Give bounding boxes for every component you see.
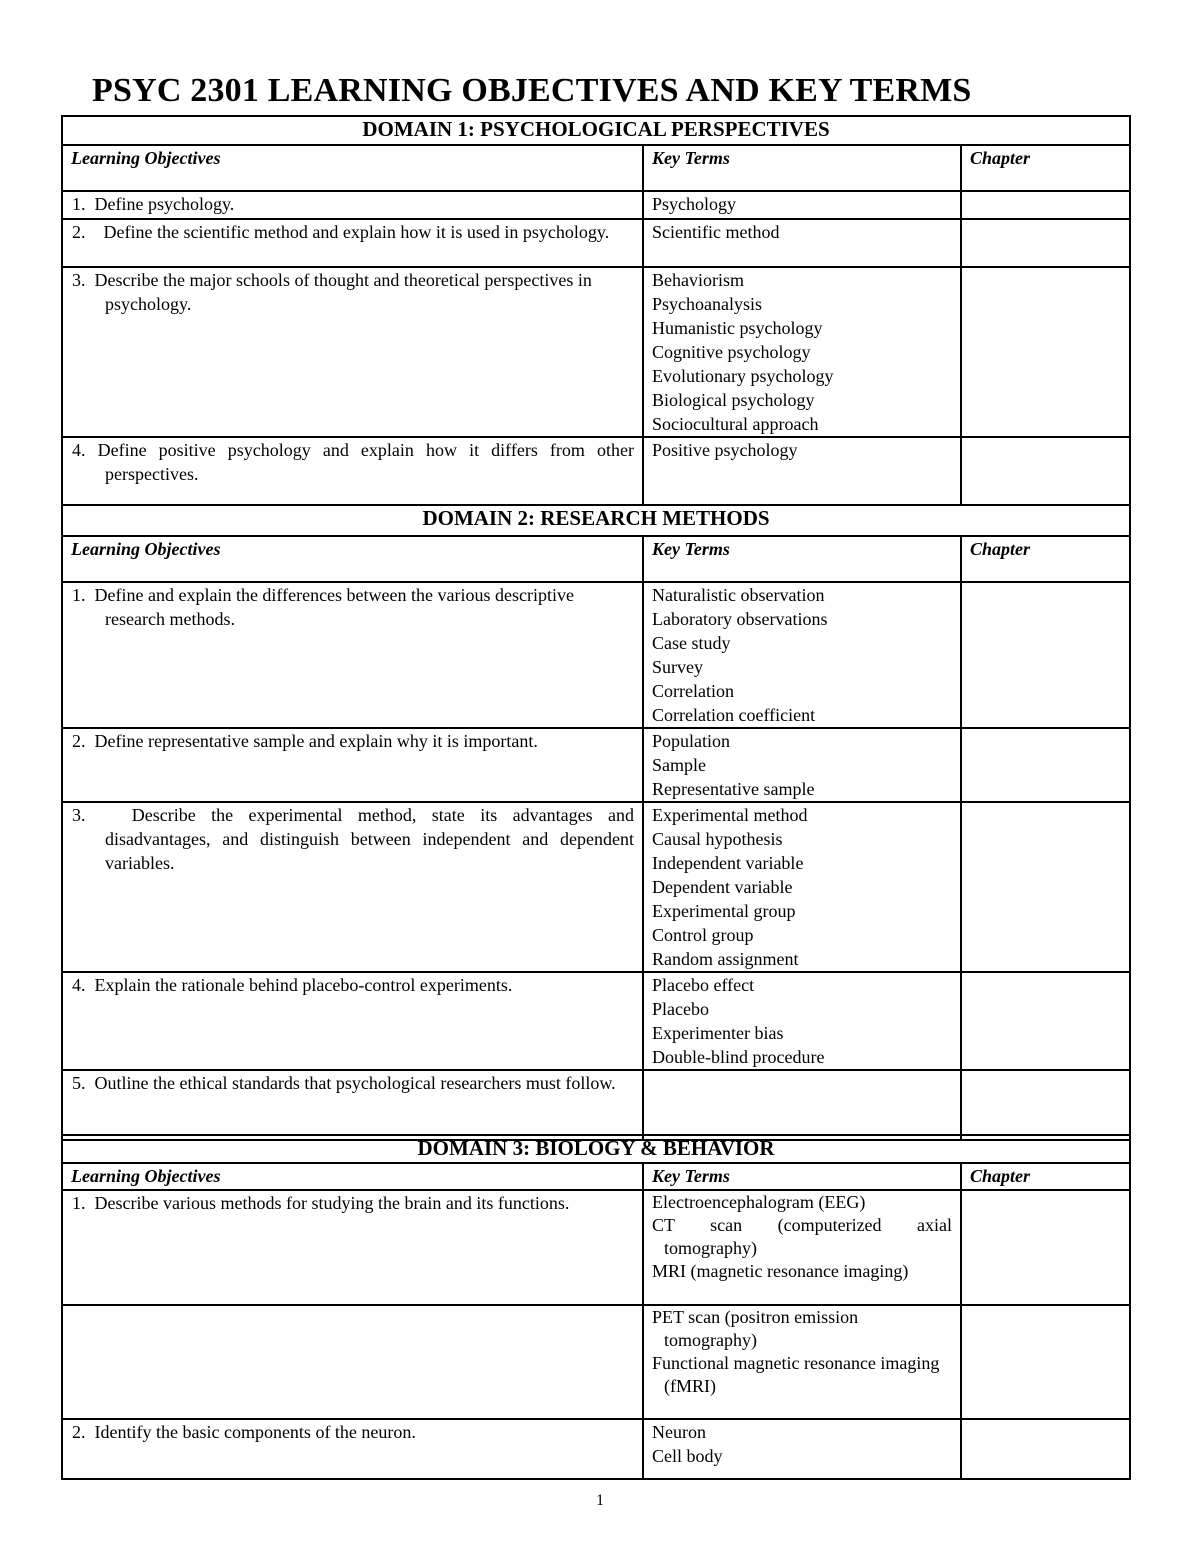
key-term: Population [652, 731, 731, 751]
key-term: Correlation coefficient [652, 705, 816, 725]
key-terms [643, 802, 961, 972]
key-term: Cognitive psychology [652, 342, 811, 362]
chapter-cell [961, 1419, 1130, 1479]
table-row [62, 219, 1130, 267]
column-header-chapter: Chapter [961, 1163, 1130, 1190]
key-term: Representative sample [652, 779, 815, 799]
table-row [62, 1419, 1130, 1479]
key-term: Cell body [652, 1446, 723, 1466]
learning-objective [62, 1305, 643, 1419]
key-term: Laboratory observations [652, 609, 828, 629]
chapter-cell [961, 728, 1130, 802]
key-term: Functional magnetic resonance imaging (fMRI) [652, 1353, 940, 1396]
chapter-cell [961, 582, 1130, 728]
domain-2-table [61, 504, 1131, 1141]
key-term: Electroencephalogram (EEG) [652, 1192, 866, 1212]
chapter-cell [961, 437, 1130, 505]
column-header-chapter: Chapter [961, 536, 1130, 582]
key-terms [643, 1419, 961, 1479]
chapter-cell [961, 1190, 1130, 1305]
chapter-cell [961, 1070, 1130, 1140]
column-header-key-terms: Key Terms [643, 536, 961, 582]
table-row [62, 267, 1130, 437]
key-terms [643, 972, 961, 1070]
table-row [62, 1070, 1130, 1140]
key-term: Double-blind procedure [652, 1047, 825, 1067]
key-term: CT scan (computerized axial tomography) [652, 1215, 952, 1258]
key-term: Positive psychology [652, 440, 798, 460]
learning-objective: 4. Define positive psychology and explain how it differs from other perspectives. [62, 437, 643, 505]
key-terms [643, 267, 961, 437]
chapter-cell [961, 219, 1130, 267]
key-term: Random assignment [652, 949, 799, 969]
key-term: Biological psychology [652, 390, 815, 410]
key-term: PET scan (positron emission tomography) [652, 1307, 859, 1350]
table-row [62, 802, 1130, 972]
key-terms [643, 728, 961, 802]
column-header-key-terms: Key Terms [643, 1163, 961, 1190]
key-term: Humanistic psychology [652, 318, 823, 338]
column-header-key-terms: Key Terms [643, 145, 961, 191]
learning-objective: 4. Explain the rationale behind placebo-control experiments. [62, 972, 643, 1070]
domain-3-table [61, 1134, 1131, 1480]
key-term: Control group [652, 925, 754, 945]
key-term: Psychology [652, 194, 737, 214]
learning-objective: 2. Define representative sample and explain why it is important. [62, 728, 643, 802]
key-term: Experimental method [652, 805, 808, 825]
chapter-cell [961, 802, 1130, 972]
key-terms [643, 1305, 961, 1419]
table-row [62, 1305, 1130, 1419]
table-row [62, 582, 1130, 728]
learning-objective: 2. Identify the basic components of the neuron. [62, 1419, 643, 1479]
column-header-objectives: Learning Objectives [62, 1163, 643, 1190]
table-row [62, 728, 1130, 802]
key-term: Sociocultural approach [652, 414, 819, 434]
key-terms [643, 582, 961, 728]
table-row [62, 437, 1130, 505]
key-term: Causal hypothesis [652, 829, 783, 849]
key-term: Correlation [652, 681, 734, 701]
key-term: Dependent variable [652, 877, 793, 897]
chapter-cell [961, 267, 1130, 437]
key-terms [643, 1190, 961, 1305]
table-row [62, 1190, 1130, 1305]
chapter-cell [961, 1305, 1130, 1419]
learning-objective: 5. Outline the ethical standards that psychological researchers must follow. [62, 1070, 643, 1140]
key-term: Behaviorism [652, 270, 744, 290]
key-term: Neuron [652, 1422, 706, 1442]
chapter-cell [961, 972, 1130, 1070]
learning-objective: 1. Define and explain the differences between the various descriptive research methods. [62, 582, 643, 728]
key-term: Placebo [652, 999, 709, 1019]
key-term: Case study [652, 633, 731, 653]
key-term: Experimenter bias [652, 1023, 784, 1043]
key-terms [643, 219, 961, 267]
domain-3-title: DOMAIN 3: BIOLOGY & BEHAVIOR [62, 1135, 1130, 1163]
column-header-chapter: Chapter [961, 145, 1130, 191]
table-row [62, 972, 1130, 1070]
key-term: Survey [652, 657, 703, 677]
chapter-cell [961, 191, 1130, 219]
key-term: MRI (magnetic resonance imaging) [652, 1261, 909, 1281]
learning-objective: 3. Describe the major schools of thought and theoretical perspectives in psychology. [62, 267, 643, 437]
learning-objective: 2. Define the scientific method and explain how it is used in psychology. [62, 219, 643, 267]
key-term: Naturalistic observation [652, 585, 825, 605]
key-terms [643, 1070, 961, 1140]
table-row [62, 191, 1130, 219]
learning-objective: 1. Define psychology. [62, 191, 643, 219]
document-title: PSYC 2301 LEARNING OBJECTIVES AND KEY TERMS [92, 72, 972, 109]
learning-objective: 1. Describe various methods for studying the brain and its functions. [62, 1190, 643, 1305]
key-term: Placebo effect [652, 975, 755, 995]
key-terms [643, 191, 961, 219]
column-header-objectives: Learning Objectives [62, 145, 643, 191]
domain-1-table [61, 115, 1131, 506]
domain-2-title: DOMAIN 2: RESEARCH METHODS [62, 505, 1130, 536]
key-terms [643, 437, 961, 505]
domain-1-title: DOMAIN 1: PSYCHOLOGICAL PERSPECTIVES [62, 116, 1130, 145]
learning-objective: 3. Describe the experimental method, state its advantages and disadvantages, and distinguish between independent and dependent variables. [62, 802, 643, 972]
key-term: Psychoanalysis [652, 294, 762, 314]
key-term: Evolutionary psychology [652, 366, 834, 386]
page-number: 1 [596, 1492, 604, 1509]
key-term: Sample [652, 755, 706, 775]
key-term: Experimental group [652, 901, 796, 921]
key-term: Scientific method [652, 222, 780, 242]
key-term: Independent variable [652, 853, 804, 873]
column-header-objectives: Learning Objectives [62, 536, 643, 582]
